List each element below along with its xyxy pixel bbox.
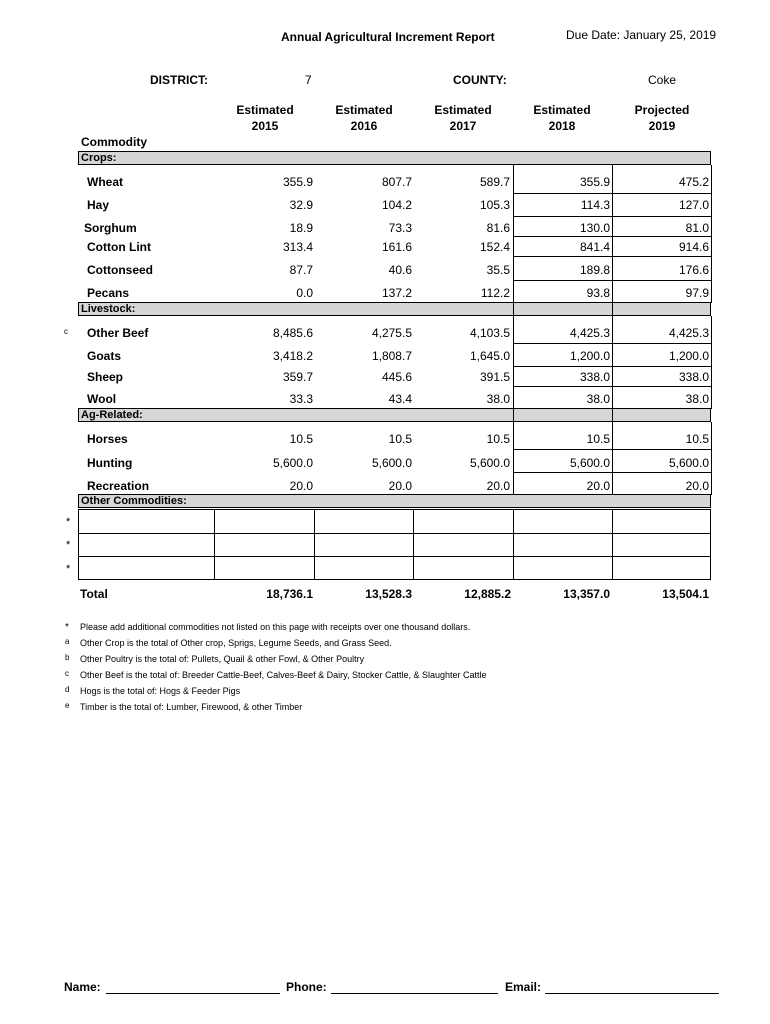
cell-wheat-2018: 355.9 <box>579 175 610 189</box>
cell-cotton-lint-2016: 161.6 <box>381 240 412 254</box>
cell-other-beef-2018: 4,425.3 <box>569 326 610 340</box>
cell-goats-2017: 1,645.0 <box>469 349 510 363</box>
total-2017: 12,885.2 <box>464 587 511 601</box>
grid-line <box>513 409 514 421</box>
cell-other-beef-2015: 8,485.6 <box>272 326 313 340</box>
section-livestock <box>78 302 711 316</box>
phone-field[interactable] <box>331 993 498 994</box>
cell-pecans-2015: 0.0 <box>296 286 313 300</box>
cell-wool-2015: 33.3 <box>289 392 313 406</box>
cell-hay-2015: 32.9 <box>289 198 313 212</box>
cell-horses-2017: 10.5 <box>486 432 510 446</box>
row-label-sheep: Sheep <box>87 370 124 384</box>
cell-goats-2018: 1,200.0 <box>569 349 610 363</box>
row-label-wheat: Wheat <box>87 175 123 189</box>
column-header-2017 <box>408 102 518 134</box>
district-label: DISTRICT: <box>150 73 208 87</box>
cell-wheat-2015: 355.9 <box>282 175 313 189</box>
cell-wool-2016: 43.4 <box>388 392 412 406</box>
column-header-2019 <box>607 102 717 134</box>
cell-cotton-lint-2019: 914.6 <box>678 240 709 254</box>
row-label-cottonseed: Cottonseed <box>87 263 153 277</box>
column-header-line1: Projected <box>634 103 690 117</box>
grid-line <box>214 509 215 580</box>
section-ag-related-label: Ag-Related: <box>81 409 143 421</box>
column-header-line1: Estimated <box>434 103 492 117</box>
cell-wheat-2016: 807.7 <box>381 175 412 189</box>
grid-line <box>612 422 613 495</box>
grid-line <box>612 316 613 409</box>
cell-horses-2015: 10.5 <box>289 432 313 446</box>
section-other-label: Other Commodities: <box>81 495 187 507</box>
cell-sheep-2015: 359.7 <box>282 370 313 384</box>
cell-cottonseed-2016: 40.6 <box>388 263 412 277</box>
other-row-mark: * <box>66 516 71 528</box>
footnote-text: Please add additional commodities not listed on this page with receipts over one thousand dollars. <box>80 622 471 632</box>
grid-line <box>513 449 711 450</box>
grid-line <box>711 316 712 409</box>
grid-line <box>413 509 414 580</box>
cell-recreation-2016: 20.0 <box>388 479 412 493</box>
cell-other-beef-2019: 4,425.3 <box>668 326 709 340</box>
cell-other-beef-2016: 4,275.5 <box>371 326 412 340</box>
section-livestock-label: Livestock: <box>81 303 136 315</box>
column-header-2015 <box>210 102 320 134</box>
cell-goats-2016: 1,808.7 <box>371 349 412 363</box>
cell-cottonseed-2018: 189.8 <box>579 263 610 277</box>
cell-goats-2015: 3,418.2 <box>272 349 313 363</box>
cell-horses-2016: 10.5 <box>388 432 412 446</box>
section-crops-label: Crops: <box>81 152 117 164</box>
row-label-pecans: Pecans <box>87 286 130 300</box>
cell-wheat-2019: 475.2 <box>678 175 709 189</box>
cell-goats-2019: 1,200.0 <box>668 349 709 363</box>
cell-sheep-2016: 445.6 <box>381 370 412 384</box>
grid-line <box>513 509 514 580</box>
name-label: Name: <box>64 980 101 994</box>
cell-wool-2017: 38.0 <box>486 392 510 406</box>
district-value: 7 <box>305 73 312 87</box>
grid-line <box>314 509 315 580</box>
other-commodities-grid <box>78 509 711 580</box>
email-label: Email: <box>505 980 542 994</box>
cell-recreation-2015: 20.0 <box>289 479 313 493</box>
cell-horses-2018: 10.5 <box>586 432 610 446</box>
cell-cotton-lint-2018: 841.4 <box>579 240 610 254</box>
footnote-mark: a <box>65 637 70 646</box>
footnote-text: Other Beef is the total of: Breeder Cattle-Beef, Calves-Beef & Dairy, Stocker Cattle, & Slaughter Cattle <box>80 670 487 680</box>
cell-sheep-2018: 338.0 <box>579 370 610 384</box>
cell-cottonseed-2019: 176.6 <box>678 263 709 277</box>
cell-sheep-2017: 391.5 <box>479 370 510 384</box>
grid-line <box>513 256 711 257</box>
grid-line <box>711 422 712 495</box>
column-header-line2: 2015 <box>251 119 279 133</box>
footnote-text: Other Poultry is the total of: Pullets, Quail & other Fowl, & Other Poultry <box>80 654 365 664</box>
footnote-mark: * <box>65 622 69 633</box>
cell-sheep-2019: 338.0 <box>678 370 709 384</box>
cell-sorghum-2015: 18.9 <box>289 221 313 235</box>
grid-line <box>513 216 711 217</box>
row-label-horses: Horses <box>87 432 128 446</box>
grid-line <box>513 472 711 473</box>
cell-wool-2019: 38.0 <box>685 392 709 406</box>
cell-recreation-2018: 20.0 <box>586 479 610 493</box>
cell-sorghum-2019: 81.0 <box>685 221 709 235</box>
column-header-line2: 2018 <box>548 119 576 133</box>
cell-hay-2018: 114.3 <box>580 198 610 212</box>
cell-hay-2017: 105.3 <box>479 198 510 212</box>
row-label-hunting: Hunting <box>87 456 133 470</box>
cell-pecans-2017: 112.2 <box>480 286 510 300</box>
column-header-line1: Estimated <box>335 103 393 117</box>
total-label: Total <box>80 587 108 601</box>
cell-hunting-2017: 5,600.0 <box>469 456 510 470</box>
row-label-wool: Wool <box>87 392 117 406</box>
grid-line <box>513 386 711 387</box>
cell-hunting-2015: 5,600.0 <box>272 456 313 470</box>
footnote-mark: c <box>65 669 69 678</box>
cell-recreation-2019: 20.0 <box>685 479 709 493</box>
grid-line <box>513 165 514 303</box>
total-2015: 18,736.1 <box>266 587 313 601</box>
cell-wool-2018: 38.0 <box>586 392 610 406</box>
footnote-mark: b <box>65 653 70 662</box>
row-label-cotton-lint: Cotton Lint <box>87 240 151 254</box>
cell-hunting-2018: 5,600.0 <box>569 456 610 470</box>
grid-line <box>612 303 613 315</box>
row-label-recreation: Recreation <box>87 479 150 493</box>
cell-hay-2016: 104.2 <box>381 198 412 212</box>
grid-line <box>612 409 613 421</box>
cell-sorghum-2016: 73.3 <box>388 221 412 235</box>
grid-line <box>513 366 711 367</box>
row-label-sorghum: Sorghum <box>84 221 137 235</box>
footnote-mark: d <box>65 685 70 694</box>
due-date: Due Date: January 25, 2019 <box>566 28 717 42</box>
cell-hunting-2019: 5,600.0 <box>668 456 709 470</box>
column-header-line2: 2016 <box>350 119 378 133</box>
name-field[interactable] <box>106 993 280 994</box>
grid-line <box>78 556 711 557</box>
total-2016: 13,528.3 <box>365 587 412 601</box>
county-value: Coke <box>648 73 677 87</box>
grid-line <box>612 165 613 303</box>
grid-line <box>513 236 711 237</box>
commodity-heading: Commodity <box>81 135 147 149</box>
cell-sorghum-2018: 130.0 <box>579 221 610 235</box>
cell-cotton-lint-2017: 152.4 <box>479 240 510 254</box>
column-header-line2: 2019 <box>648 119 676 133</box>
email-field[interactable] <box>545 993 719 994</box>
cell-cotton-lint-2015: 313.4 <box>282 240 313 254</box>
cell-wheat-2017: 589.7 <box>479 175 510 189</box>
column-header-line1: Estimated <box>236 103 294 117</box>
cell-pecans-2016: 137.2 <box>381 286 412 300</box>
section-other-commodities <box>78 494 711 508</box>
footnote-mark: c <box>64 327 68 336</box>
footnote-text: Other Crop is the total of Other crop, Sprigs, Legume Seeds, and Grass Seed. <box>80 638 392 648</box>
cell-recreation-2017: 20.0 <box>486 479 510 493</box>
column-header-line2: 2017 <box>449 119 477 133</box>
row-label-goats: Goats <box>87 349 122 363</box>
column-header-2016 <box>309 102 419 134</box>
row-label-hay: Hay <box>87 198 110 212</box>
grid-line <box>513 280 711 281</box>
total-2019: 13,504.1 <box>662 587 709 601</box>
grid-line <box>513 343 711 344</box>
grid-line <box>513 193 711 194</box>
cell-pecans-2018: 93.8 <box>586 286 610 300</box>
phone-label: Phone: <box>286 980 327 994</box>
grid-line <box>513 422 514 495</box>
section-ag-related <box>78 408 711 422</box>
cell-other-beef-2017: 4,103.5 <box>469 326 510 340</box>
total-2018: 13,357.0 <box>563 587 610 601</box>
section-crops <box>78 151 711 165</box>
grid-line <box>612 509 613 580</box>
cell-cottonseed-2017: 35.5 <box>486 263 510 277</box>
cell-hay-2019: 127.0 <box>678 198 709 212</box>
grid-line <box>513 316 514 409</box>
cell-sorghum-2017: 81.6 <box>486 221 510 235</box>
cell-horses-2019: 10.5 <box>685 432 709 446</box>
column-header-2018 <box>507 102 617 134</box>
column-header-line1: Estimated <box>533 103 591 117</box>
cell-hunting-2016: 5,600.0 <box>371 456 412 470</box>
cell-pecans-2019: 97.9 <box>685 286 709 300</box>
county-label: COUNTY: <box>453 73 507 87</box>
cell-cottonseed-2015: 87.7 <box>289 263 313 277</box>
footnote-text: Timber is the total of: Lumber, Firewood, & other Timber <box>80 702 303 712</box>
footnote-text: Hogs is the total of: Hogs & Feeder Pigs <box>80 686 241 696</box>
footnote-mark: e <box>65 701 70 710</box>
report-title: Annual Agricultural Increment Report <box>281 30 495 44</box>
other-row-mark: * <box>66 539 71 551</box>
grid-line <box>78 533 711 534</box>
other-row-mark: * <box>66 563 71 575</box>
row-label-other-beef: Other Beef <box>87 326 149 340</box>
grid-line <box>513 303 514 315</box>
grid-line <box>711 165 712 303</box>
